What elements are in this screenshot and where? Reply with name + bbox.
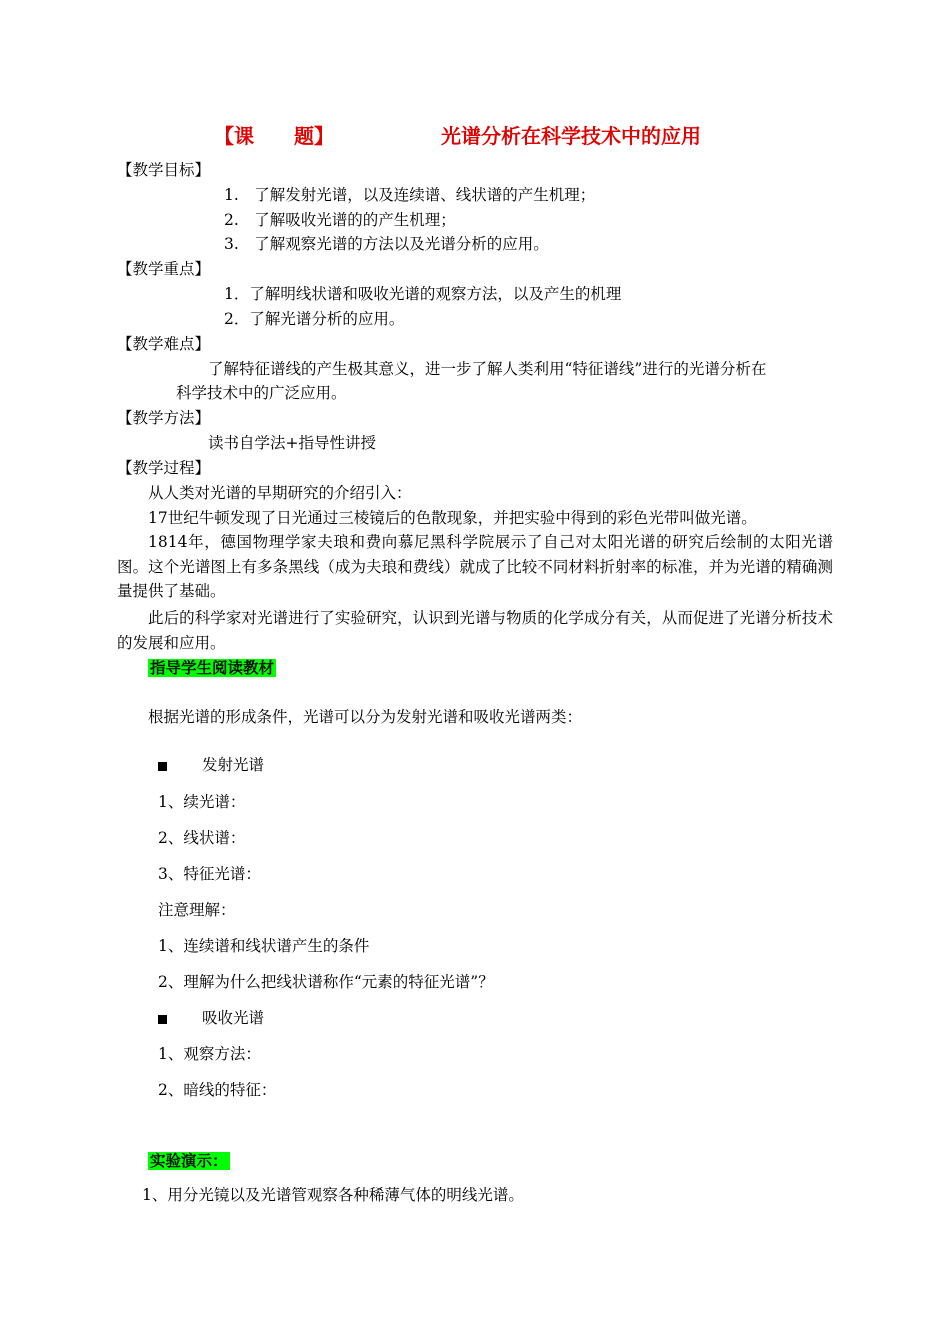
difficulties-text-line1: 了解特征谱线的产生极其意义，进一步了解人类利用“特征谱线”进行的光谱分析在 [208,360,767,378]
note-heading: 注意理解： [158,901,236,919]
process-paragraph-3: 此后的科学家对光谱进行了实验研究，认识到光谱与物质的化学成分有关，从而促进了光谱分析技术的发展和应用。 [117,609,833,652]
key-point-item: 2．了解光谱分析的应用。 [224,310,405,328]
demo-item: 1、用分光镜以及光谱管观察各种稀薄气体的明线光谱。 [142,1186,524,1204]
page-title: 光谱分析在科学技术中的应用 [441,124,701,148]
emission-heading: 发射光谱 [201,756,264,774]
absorption-item: 2、暗线的特征： [158,1081,277,1099]
emission-heading-row [158,754,264,776]
difficulties-text-line2: 科学技术中的广泛应用。 [176,384,347,402]
methods-text: 读书自学法+指导性讲授 [208,434,376,452]
process-paragraph-2: 1814年，德国物理学家夫琅和费向慕尼黑科学院展示了自己对太阳光谱的研究后绘制的太阳光谱图。这个光谱图上有多条黑线（成为夫琅和费线）就成了比较不同材料折射率的标准，并为光谱的精确测量提供了基础。 [117,533,833,600]
title-label: 【课 题】 [214,124,334,148]
emission-item: 1、续光谱： [158,793,246,811]
absorption-item: 1、观察方法： [158,1045,261,1063]
demo-banner [148,1150,230,1172]
absorption-heading: 吸收光谱 [201,1009,264,1027]
demo-heading: 实验演示： [150,1152,228,1170]
process-heading: 【教学过程】 [117,459,211,477]
emission-item: 2、线状谱： [158,829,246,847]
note-item: 1、连续谱和线状谱产生的条件 [158,937,370,955]
objectives-heading: 【教学目标】 [117,161,211,179]
methods-heading: 【教学方法】 [117,409,211,427]
key-point-item: 1．了解明线状谱和吸收光谱的观察方法，以及产生的机理 [224,285,622,303]
absorption-heading-row [158,1007,264,1029]
objective-item: 1. 了解发射光谱，以及连续谱、线状谱的产生机理； [224,186,596,204]
square-bullet-icon [158,1015,167,1024]
square-bullet-icon [158,762,167,771]
guide-reading-text: 指导学生阅读教材 [150,659,275,677]
emission-item: 3、特征光谱： [158,865,261,883]
guide-reading-banner [148,657,276,679]
key-points-heading: 【教学重点】 [117,260,211,278]
objective-item: 3. 了解观察光谱的方法以及光谱分析的应用。 [224,235,549,253]
difficulties-heading: 【教学难点】 [117,335,211,353]
process-intro: 从人类对光谱的早期研究的介绍引入： [148,484,412,502]
process-paragraph-1: 17世纪牛顿发现了日光通过三棱镜后的色散现象，并把实验中得到的彩色光带叫做光谱。 [148,509,757,527]
classification-text: 根据光谱的形成条件，光谱可以分为发射光谱和吸收光谱两类： [148,708,583,726]
note-item: 2、理解为什么把线状谱称作“元素的特征光谱”？ [158,973,494,991]
objective-item: 2. 了解吸收光谱的的产生机理； [224,211,456,229]
